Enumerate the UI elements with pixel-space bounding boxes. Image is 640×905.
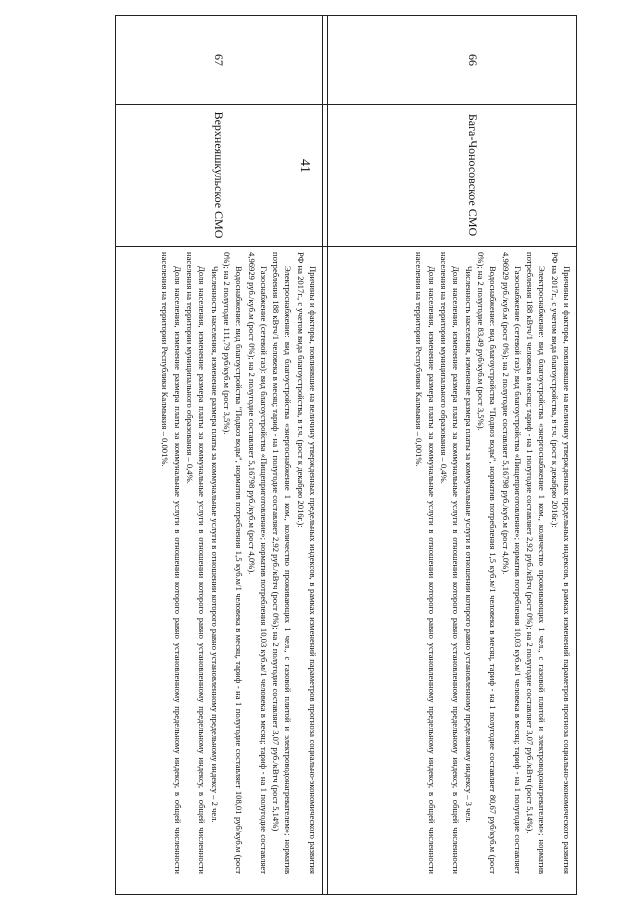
municipality-name: Бага-Чоносовское СМО [466,113,481,237]
table-row-67-number [116,16,322,104]
description-paragraph: Доля населения, изменение размера платы за коммунальные услуги в отношении которого равно установленному предельному индексу, в общей численности населения на территории Республики Калмыкия – 0,001%. [414,252,437,874]
description-paragraph: Газоснабжение (сетевой газ): вид благоустройства «Пищеприготовление»; норматив потребления 10,03 куб.м/1 человека в месяц; тариф - на 1 полугодие составляет 4,96929 руб./куб.м (рост 0%); на 2 полугодие составляет 5,16798 руб./куб.м (рост 4,0%). [500,252,523,874]
municipality-name: Верхнеяшкульское СМО [212,111,227,239]
description-paragraph: Причины и факторы, повлиявшие на величину утвержденных предельных индексов, в рамках изменений параметров прогноза социально-экономического развития РФ на 2017г., с учетом вида благоустройства, в т.ч. (рост к декабрю 2016г.): [295,252,318,874]
description-paragraph: Доля населения, изменение размера платы за коммунальные услуги в отношении которого равно установленному предельному индексу, в общей численности населения на территории муниципального образования – 0,4%. [439,252,462,874]
description-paragraph: Электроснабжение: вид благоустройства «энергоснабжение 1 ком., количество проживающих 1 чел., с газовой плитой и электроводонагревателем»; норматив потребления 188 кВтч/1 человека в месяц; тариф - на 1 полугодие составляет 2,92 руб./кВтч (рост 0%); на 2 полугодие составляет 3,07 руб./кВтч (рост 5,14%). [525,252,548,874]
row-number: 67 [212,54,227,66]
description-paragraph: Доля населения, изменение размера платы за коммунальные услуги в отношении которого равно установленному предельному индексу, в общей численности населения на территории Республики Калмыкия – 0,001%. [160,252,183,874]
row-separator [322,15,328,895]
table-row-66-name [370,104,576,246]
column-separator-name [115,246,577,247]
description-paragraph: Причины и факторы, повлиявшие на величину утвержденных предельных индексов, в рамках изменений параметров прогноза социально-экономического развития РФ на 2017г., с учетом вида благоустройства, в т.ч. (рост к декабрю 2016г.): [549,252,572,874]
table-row-67-description [116,248,322,878]
table-row-66-description [370,248,576,878]
table-row-66-number [370,16,576,104]
description-paragraph: Доля населения, изменение размера платы за коммунальные услуги в отношении которого равно установленному предельному индексу, в общей численности населения на территории муниципального образования – 0,4%. [185,252,208,874]
description-paragraph: Электроснабжение: вид благоустройства «энергоснабжение 1 ком., количество проживающих 1 чел., с газовой плитой и электроводонагревателем»; норматив потребления 188 кВтч/1 человека в месяц; тариф - на 1 полугодие составляет 2,92 руб./кВтч (рост 0%); на 2 полугодие составляет 3,07 руб./кВтч (рост 5,14%) [271,252,294,874]
description-paragraph: Водоснабжение: вид благоустройства "Подвоз воды", норматив потребления 1,5 куб.м/1 человека в месяц, тариф - на 1 полугодие составляет 108,01 руб/куб.м (рост 0%); на 2 полугодие 111,79 руб/куб.м (рост 3,5%). [221,252,245,874]
description-paragraph: Газоснабжение (сетевой газ): вид благоустройства «Пищеприготовление»; норматив потребления 10,03 куб.м/1 человека в месяц; тариф - на 1 полугодие составляет 4,96929 руб./куб.м (рост 0%); на 2 полугодие составляет 5,16798 руб./куб.м (рост 4,0%). [246,252,269,874]
page-number: 41 [297,159,312,173]
description-paragraph: Численность населения, изменение размера платы за коммунальные услуги в отношении которого равно установленному предельному индексу – 3 чел. [463,266,474,823]
table-row-67-name [116,104,322,246]
description-paragraph: Водоснабжение: вид благоустройства "Подвоз воды", норматив потребления 1,5 куб.м/1 человека в месяц, тариф - на 1 полугодие составляет 80,67 руб/куб.м (рост 0%); на 2 полугодие 83,49 руб/куб.м (рост 3,5%). [475,252,499,874]
description-paragraph: Численность населения, изменение размера платы за коммунальные услуги в отношении которого равно установленному предельному индексу – 2 чел. [209,266,220,823]
row-number: 66 [466,54,481,66]
